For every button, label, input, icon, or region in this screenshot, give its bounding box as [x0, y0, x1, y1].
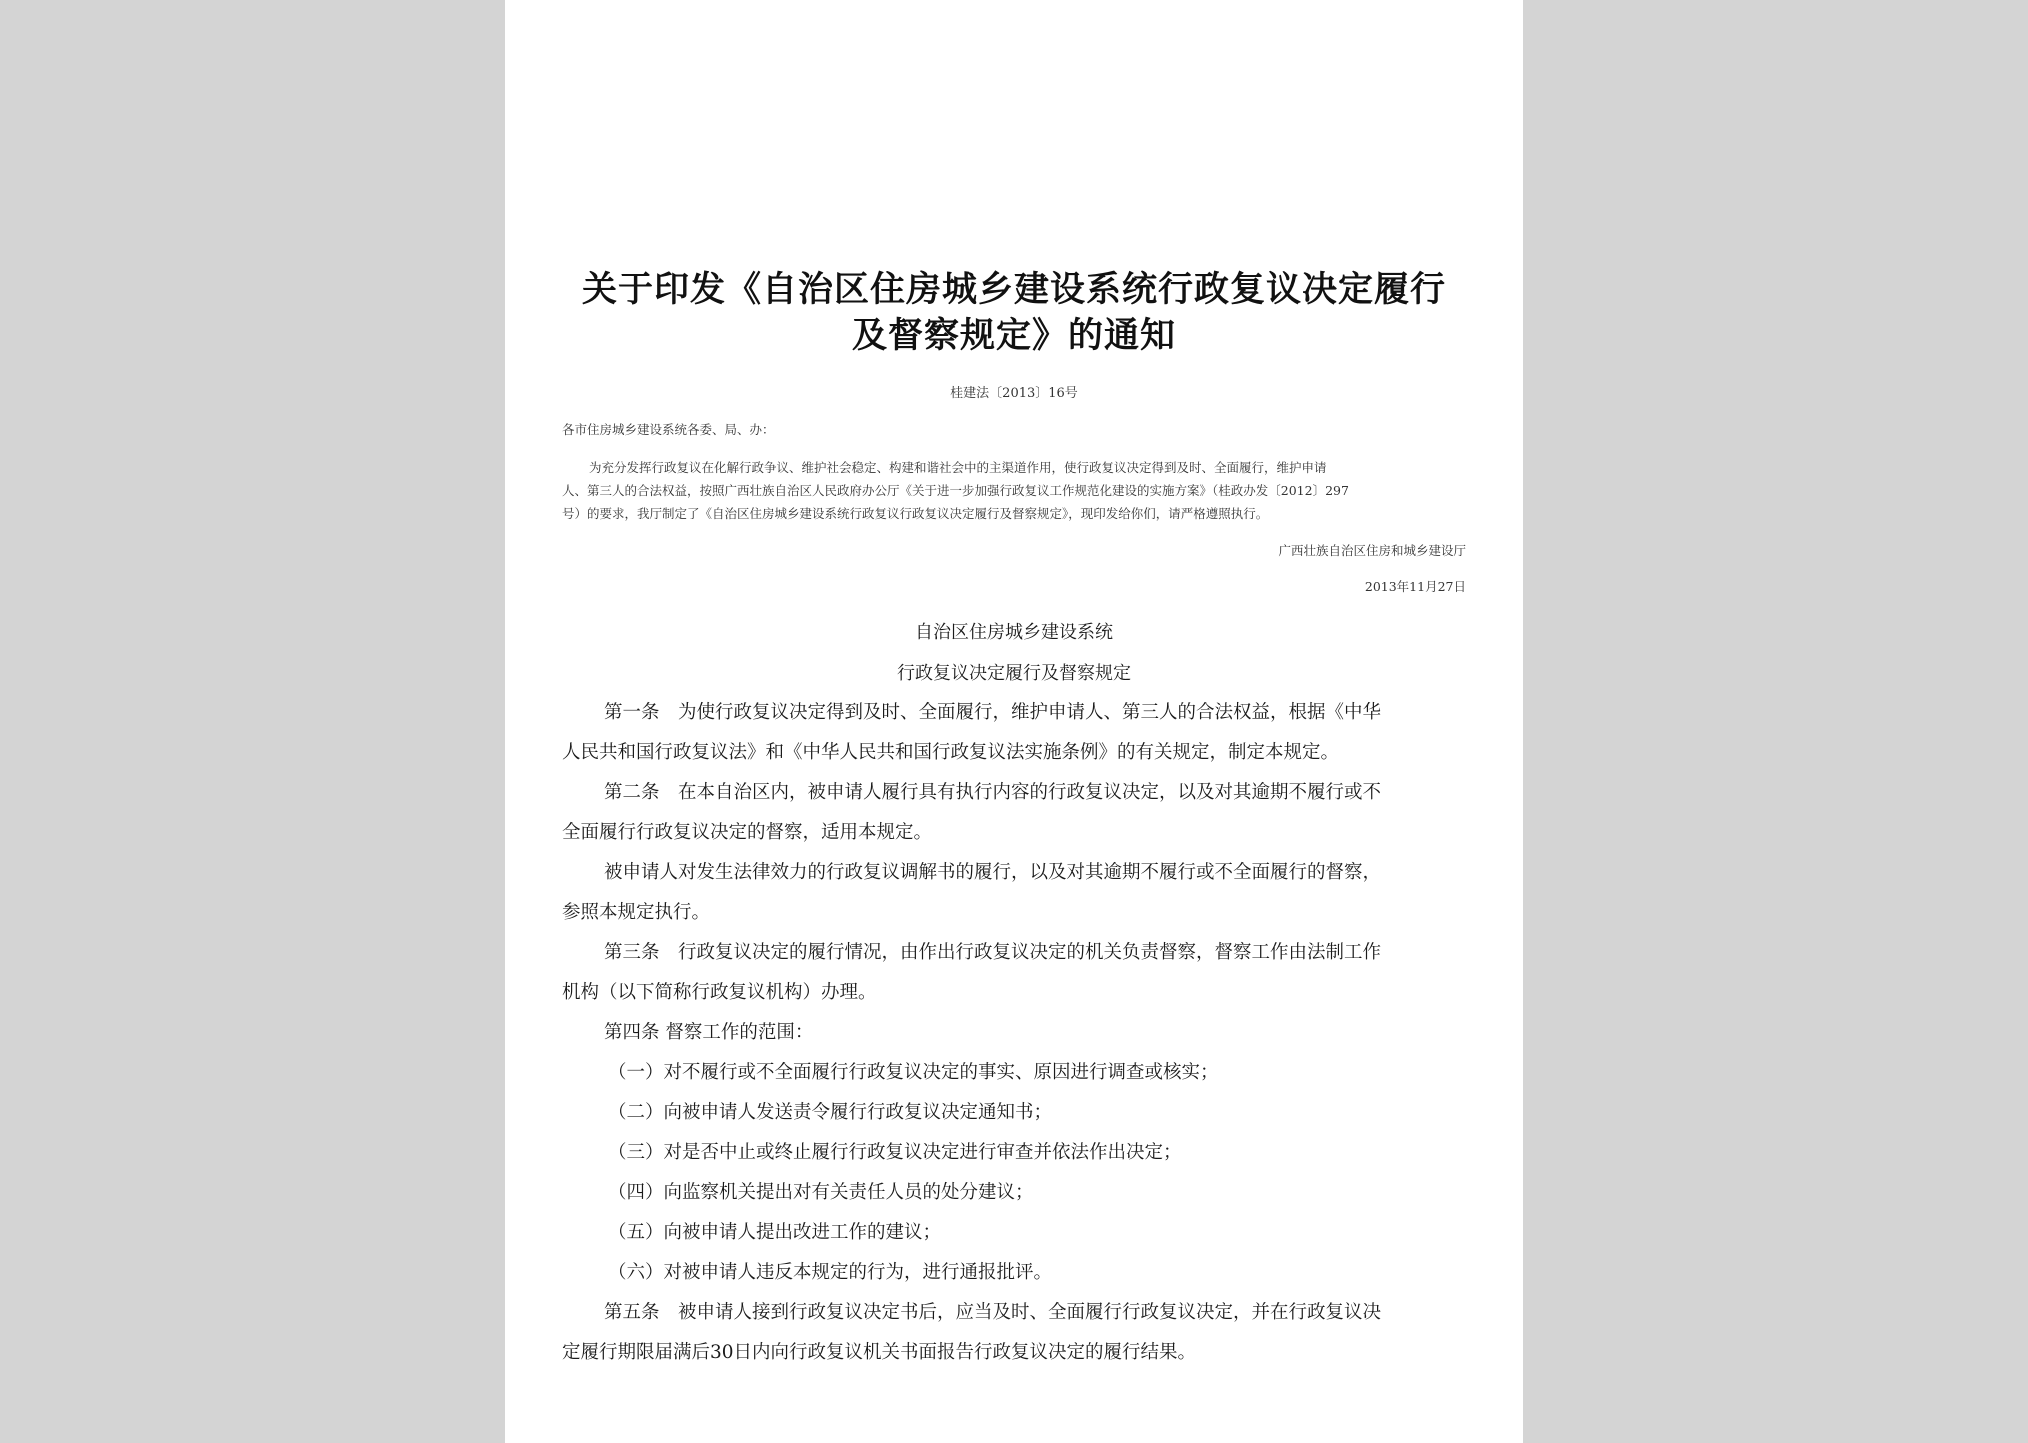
article-3-line-1: 第三条 行政复议决定的履行情况，由作出行政复议决定的机关负责督察，督察工作由法制工作 [604, 942, 1382, 963]
document-title-line-1: 关于印发《自治区住房城乡建设系统行政复议决定履行 [581, 270, 1446, 310]
article-4-heading: 第四条 督察工作的范围： [604, 1022, 814, 1043]
list-item: （一）对不履行或不全面履行行政复议决定的事实、原因进行调查或核实； [608, 1062, 1219, 1083]
rules-title-line-1: 自治区住房城乡建设系统 [915, 622, 1113, 643]
document-title-line-2: 及督察规定》的通知 [851, 316, 1176, 356]
list-item: （二）向被申请人发送责令履行行政复议决定通知书； [608, 1102, 1053, 1123]
article-2-line-2: 全面履行行政复议决定的督察，适用本规定。 [562, 822, 933, 843]
article-3-line-2: 机构（以下简称行政复议机构）办理。 [562, 982, 877, 1003]
list-item: （六）对被申请人违反本规定的行为，进行通报批评。 [608, 1262, 1053, 1283]
notice-paragraph-line-1: 为充分发挥行政复议在化解行政争议、维护社会稳定、构建和谐社会中的主渠道作用，使行政复议决定得到及时、全面履行，维护申请 [589, 460, 1327, 475]
document-number: 桂建法〔2013〕16号 [950, 386, 1078, 401]
article-1-line-2: 人民共和国行政复议法》和《中华人民共和国行政复议法实施条例》的有关规定，制定本规定。 [562, 742, 1340, 763]
notice-paragraph-line-3: 号）的要求，我厅制定了《自治区住房城乡建设系统行政复议行政复议决定履行及督察规定》，现印发给你们，请严格遵照执行。 [562, 506, 1269, 521]
addressee: 各市住房城乡建设系统各委、局、办： [562, 422, 775, 437]
article-5-line-1: 第五条 被申请人接到行政复议决定书后，应当及时、全面履行行政复议决定，并在行政复议决 [604, 1302, 1382, 1323]
issue-date: 2013年11月27日 [1364, 579, 1466, 594]
issuer: 广西壮族自治区住房和城乡建设厅 [1278, 543, 1466, 558]
article-1-line-1: 第一条 为使行政复议决定得到及时、全面履行，维护申请人、第三人的合法权益，根据《中华 [604, 702, 1382, 723]
list-item: （三）对是否中止或终止履行行政复议决定进行审查并依法作出决定； [608, 1142, 1182, 1163]
notice-paragraph-line-2: 人、第三人的合法权益，按照广西壮族自治区人民政府办公厅《关于进一步加强行政复议工作规范化建设的实施方案》（桂政办发〔2012〕297 [562, 483, 1349, 498]
list-item: （五）向被申请人提出改进工作的建议； [608, 1222, 942, 1243]
article-2-para-2-line-1: 被申请人对发生法律效力的行政复议调解书的履行，以及对其逾期不履行或不全面履行的督察， [604, 862, 1382, 883]
document-page [505, 0, 1523, 1443]
article-2-line-1: 第二条 在本自治区内，被申请人履行具有执行内容的行政复议决定，以及对其逾期不履行或不 [604, 782, 1382, 803]
article-5-line-2: 定履行期限届满后30日内向行政复议机关书面报告行政复议决定的履行结果。 [562, 1342, 1197, 1363]
rules-title-line-2: 行政复议决定履行及督察规定 [897, 663, 1131, 684]
article-2-para-2-line-2: 参照本规定执行。 [562, 902, 711, 923]
list-item: （四）向监察机关提出对有关责任人员的处分建议； [608, 1182, 1034, 1203]
